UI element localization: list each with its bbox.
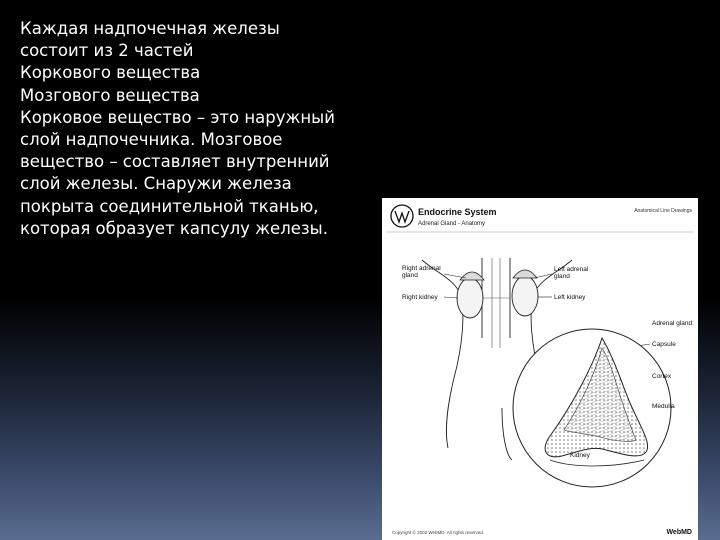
right-kidney-shape (457, 278, 483, 318)
label-line: Left adrenal (554, 266, 589, 273)
label-adrenal-gland: Adrenal gland: (652, 320, 694, 327)
figure-header-right: Anatomical Line Drawings (634, 208, 692, 214)
label-capsule: Capsule (652, 341, 676, 348)
text-line: слой железы. Снаружи железа (20, 174, 292, 194)
label-right-kidney: Right kidney (402, 294, 438, 301)
adrenal-gland-illustration (382, 198, 698, 540)
label-left-adrenal (554, 266, 588, 280)
label-line: gland (402, 272, 418, 279)
figure-copyright: Copyright © 2002 WebMD. All rights reserved. (392, 530, 485, 535)
text-line: слой надпочечника. Мозговое (20, 130, 283, 150)
figure-subtitle: Adrenal Gland - Anatomy (418, 221, 486, 227)
text-line: Каждая надпочечная железы (20, 19, 280, 38)
webmd-logo: WebMD (666, 529, 692, 536)
text-line: которая образует капсулу железы. (20, 218, 328, 238)
right-adrenal-shape (460, 272, 484, 280)
label-right-adrenal (402, 265, 441, 279)
label-cortex: Cortex (652, 373, 672, 380)
left-adrenal-shape (513, 270, 537, 278)
text-line: Корковое вещество – это наружный (20, 107, 335, 127)
text-line: покрыта соединительной тканью, (20, 196, 319, 216)
label-line: Right adrenal (402, 265, 441, 272)
label-left-kidney: Left kidney (554, 294, 586, 301)
anatomy-drawing (382, 198, 698, 540)
text-line: вещество – составляет внутренний (20, 152, 330, 172)
label-kidney: Kidney (570, 452, 590, 459)
text-line: состоит из 2 частей (20, 41, 194, 61)
label-medulla: Medulla (652, 403, 675, 410)
text-line: Мозгового вещества (20, 85, 200, 105)
body-text (20, 18, 380, 240)
text-line: Коркового вещества (20, 63, 201, 83)
figure-title: Endocrine System (418, 207, 497, 217)
left-kidney-shape (512, 276, 538, 316)
label-line: gland (554, 273, 570, 280)
endocrine-logo-icon (391, 205, 413, 227)
